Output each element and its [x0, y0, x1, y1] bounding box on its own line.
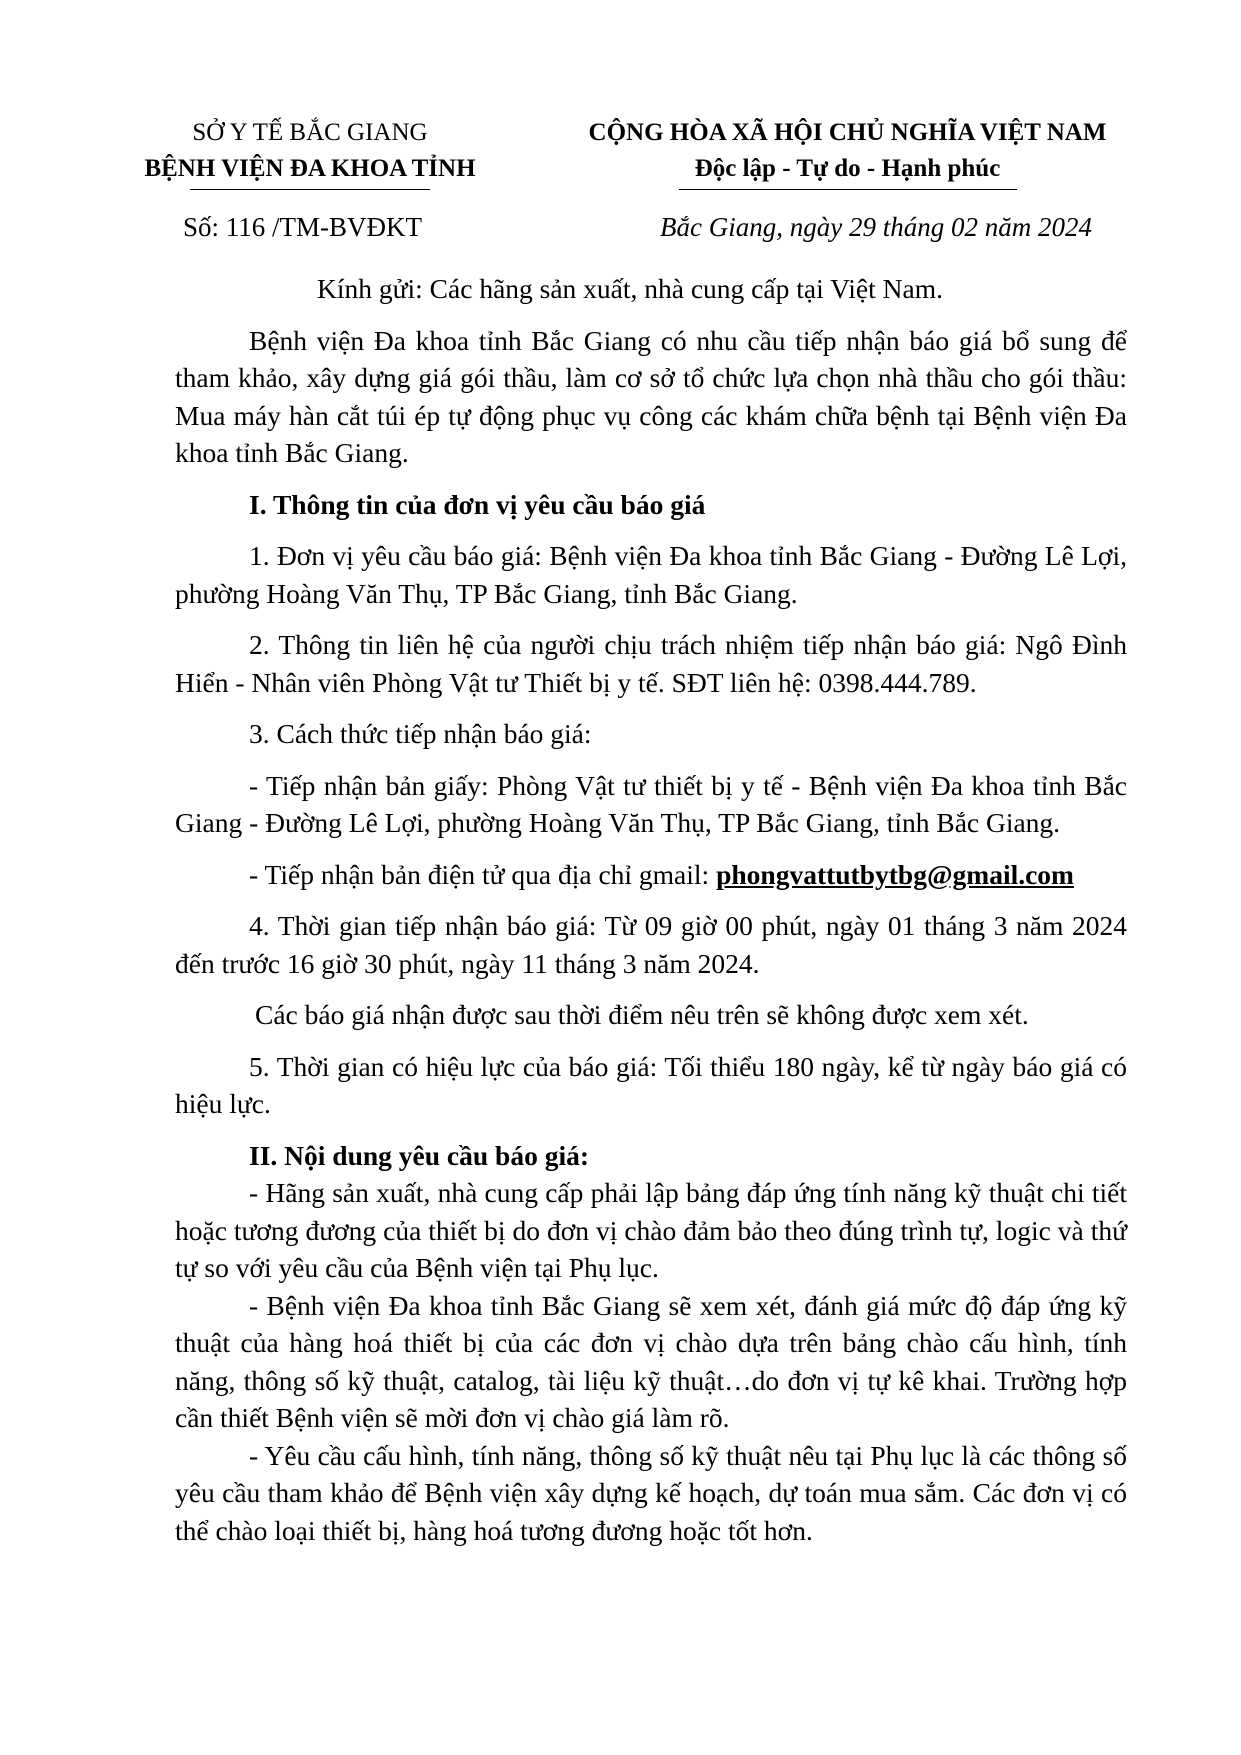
- authority-name: SỞ Y TẾ BẮC GIANG: [192, 119, 428, 146]
- email-prefix: - Tiếp nhận bản điện tử qua địa chỉ gmail:: [249, 858, 717, 890]
- section-2-para-2: - Bệnh viện Đa khoa tỉnh Bắc Giang sẽ xem xét, đánh giá mức độ đáp ứng kỹ thuật của hàng hoá thiết bị của các đơn vị chào dựa trên bảng chào cấu hình, tính năng, thông số kỹ thuật, catalog, tài liệu kỹ thuật…do đơn vị tự kê khai. Trường hợp cần thiết Bệnh viện sẽ mời đơn vị chào giá làm rõ.: [175, 1289, 1127, 1433]
- section-2-heading: II. Nội dung yêu cầu báo giá:: [249, 1139, 590, 1171]
- org-underline: [190, 189, 430, 190]
- section-2-para-1: - Hãng sản xuất, nhà cung cấp phải lập bảng đáp ứng tính năng kỹ thuật chi tiết hoặc tương đương của thiết bị do đơn vị chào đảm bảo theo đúng trình tự, logic và thứ tự so với yêu cầu của Bệnh viện tại Phụ lục.: [175, 1177, 1127, 1283]
- section-1-item-3: 3. Cách thức tiếp nhận báo giá:: [249, 718, 592, 749]
- document-body: [175, 270, 1127, 1549]
- section-1-item-3-paper: - Tiếp nhận bản giấy: Phòng Vật tư thiết bị y tế - Bệnh viện Đa khoa tỉnh Bắc Giang - Đường Lê Lợi, phường Hoàng Văn Thụ, TP Bắc Giang, tỉnh Bắc Giang.: [175, 769, 1127, 838]
- nation-title: CỘNG HÒA XÃ HỘI CHỦ NGHĨA VIỆT NAM: [588, 119, 1107, 146]
- document-date: Bắc Giang, ngày 29 tháng 02 năm 2024: [660, 212, 1092, 242]
- section-1-heading: I. Thông tin của đơn vị yêu cầu báo giá: [249, 488, 706, 520]
- section-1-item-4-note: Các báo giá nhận được sau thời điểm nêu trên sẽ không được xem xét.: [255, 999, 1029, 1030]
- intro-paragraph: Bệnh viện Đa khoa tỉnh Bắc Giang có nhu cầu tiếp nhận báo giá bổ sung để tham khảo, xây dựng giá gói thầu, làm cơ sở tổ chức lựa chọn nhà thầu cho gói thầu: Mua máy hàn cắt túi ép tự động phục vụ công các khám chữa bệnh tại Bệnh viện Đa khoa tỉnh Bắc Giang.: [175, 324, 1127, 468]
- nation-motto: Độc lập - Tự do - Hạnh phúc: [694, 155, 1001, 182]
- section-1-item-2: 2. Thông tin liên hệ của người chịu trách nhiệm tiếp nhận báo giá: Ngô Đình Hiển - Nhân viên Phòng Vật tư Thiết bị y tế. SĐT liên hệ: 0398.444.789.: [175, 629, 1127, 698]
- email-link[interactable]: phongvattutbytbg@gmail.com: [716, 858, 1074, 890]
- document-number: Số: 116 /TM-BVĐKT: [183, 212, 423, 242]
- section-1-item-4: 4. Thời gian tiếp nhận báo giá: Từ 09 giờ 00 phút, ngày 01 tháng 3 năm 2024 đến trước 16 giờ 30 phút, ngày 11 tháng 3 năm 2024.: [175, 910, 1127, 979]
- salutation: Kính gửi: Các hãng sản xuất, nhà cung cấp tại Việt Nam.: [317, 273, 943, 304]
- section-1-item-3-email-line: [175, 856, 1127, 894]
- section-2-para-3: - Yêu cầu cấu hình, tính năng, thông số kỹ thuật nêu tại Phụ lục là các thông số yêu cầu tham khảo để Bệnh viện xây dựng kế hoạch, dự toán mua sắm. Các đơn vị có thể chào loại thiết bị, hàng hoá tương đương hoặc tốt hơn.: [175, 1439, 1127, 1546]
- section-1-item-5: 5. Thời gian có hiệu lực của báo giá: Tối thiểu 180 ngày, kể từ ngày báo giá có hiệu lực.: [175, 1050, 1127, 1119]
- national-title-block: [560, 115, 1135, 190]
- issuing-authority-block: [110, 115, 510, 190]
- section-1-item-1: 1. Đơn vị yêu cầu báo giá: Bệnh viện Đa khoa tỉnh Bắc Giang - Đường Lê Lợi, phường Hoàng Văn Thụ, TP Bắc Giang, tỉnh Bắc Giang.: [175, 540, 1127, 609]
- motto-underline: [679, 189, 1017, 190]
- organization-name: BỆNH VIỆN ĐA KHOA TỈNH: [144, 155, 476, 182]
